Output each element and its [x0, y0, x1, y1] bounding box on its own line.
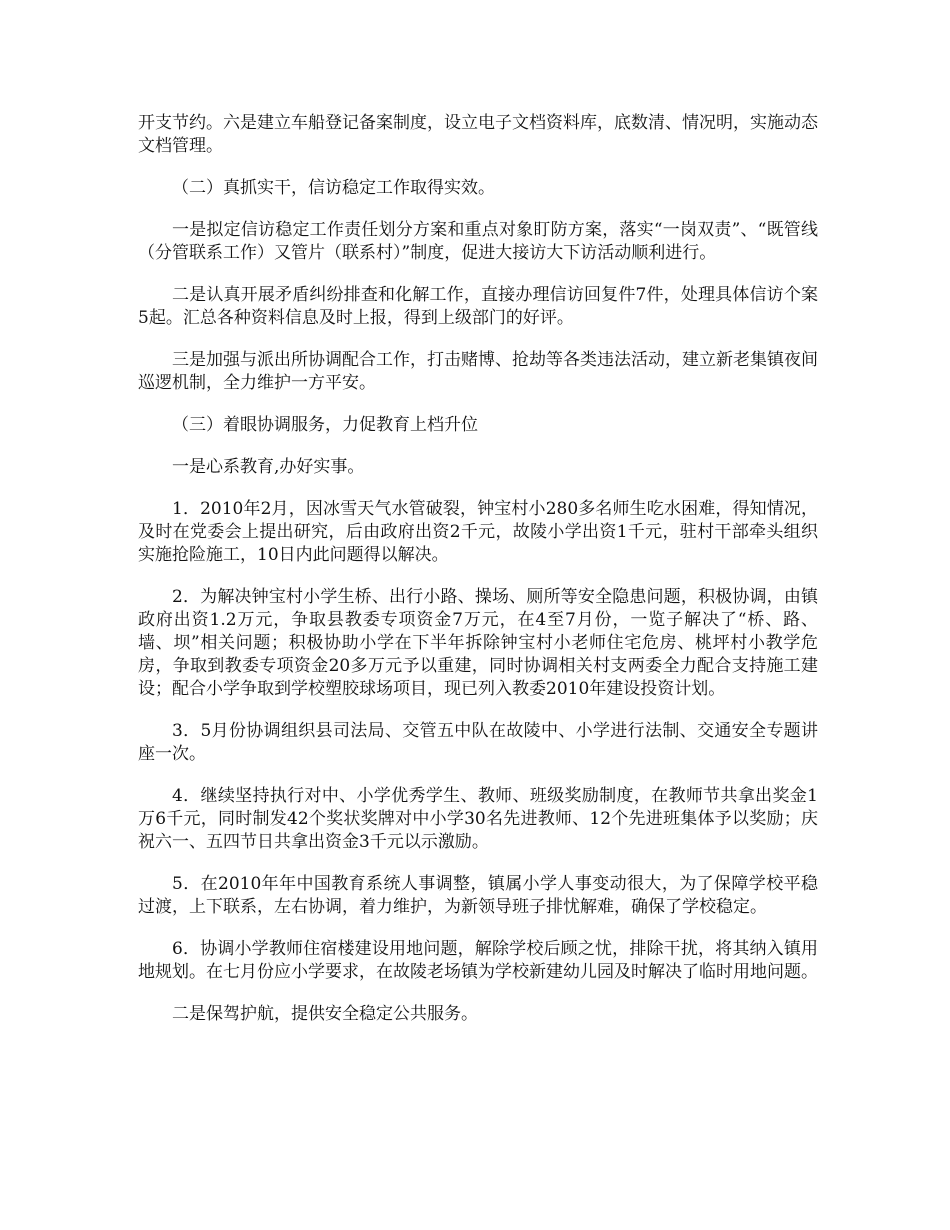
subheading: 二是保驾护航，提供安全稳定公共服务。	[172, 1004, 478, 1024]
paragraph-continuation: 开支节约。六是建立车船登记备案制度，设立电子文档资料库，底数清、情况明，实施动态文档管理。	[138, 113, 818, 156]
list-item: 5．在2010年年中国教育系统人事调整，镇属小学人事变动很大，为了保障学校平稳过渡，上下联系，左右协调，着力维护，为新领导班子排忧解难，确保了学校稳定。	[138, 874, 818, 917]
section-heading-2: （二）真抓实干，信访稳定工作取得实效。	[172, 178, 495, 198]
paragraph: 三是加强与派出所协调配合工作，打击赌博、抢劫等各类违法活动，建立新老集镇夜间巡逻机制，全力维护一方平安。	[138, 350, 818, 393]
section-heading-3: （三）着眼协调服务，力促教育上档升位	[172, 415, 478, 435]
list-item: 1．2010年2月，因冰雪天气水管破裂，钟宝村小280多名师生吃水困难，得知情况，及时在党委会上提出研究，后由政府出资2千元，故陵小学出资1千元，驻村干部牵头组织实施抢险施工，10日内此问题得以解决。	[138, 499, 818, 565]
subheading: 一是心系教育,办好实事。	[172, 457, 365, 477]
list-item: 2．为解决钟宝村小学生桥、出行小路、操场、厕所等安全隐患问题，积极协调，由镇政府出资1.2万元，争取县教委专项资金7万元，在4至7月份，一览子解决了“桥、路、墙、坝”相关问题；积极协助小学在下半年拆除钟宝村小老师住宅危房、桃坪村小教学危房，争取到教委专项资金20多万元予以重建，同时协调相关村支两委全力配合支持施工建设；配合小学争取到学校塑胶球场项目，现已列入教委2010年建设投资计划。	[138, 587, 818, 699]
document-body	[138, 112, 818, 1045]
list-item: 4．继续坚持执行对中、小学优秀学生、教师、班级奖励制度，在教师节共拿出奖金1万6千元，同时制发42个奖状奖牌对中小学30名先进教师、12个先进班集体予以奖励；庆祝六一、五四节日共拿出资金3千元以示激励。	[138, 786, 818, 852]
paragraph: 二是认真开展矛盾纠纷排查和化解工作，直接办理信访回复件7件，处理具体信访个案5起。汇总各种资料信息及时上报，得到上级部门的好评。	[138, 285, 818, 328]
list-item: 3．5月份协调组织县司法局、交管五中队在故陵中、小学进行法制、交通安全专题讲座一次。	[138, 721, 818, 764]
paragraph: 一是拟定信访稳定工作责任划分方案和重点对象盯防方案，落实“一岗双责”、“既管线（分管联系工作）又管片（联系村）”制度，促进大接访大下访活动顺利进行。	[138, 220, 818, 263]
list-item: 6．协调小学教师住宿楼建设用地问题，解除学校后顾之忧，排除干扰，将其纳入镇用地规划。在七月份应小学要求，在故陵老场镇为学校新建幼儿园及时解决了临时用地问题。	[138, 939, 818, 982]
